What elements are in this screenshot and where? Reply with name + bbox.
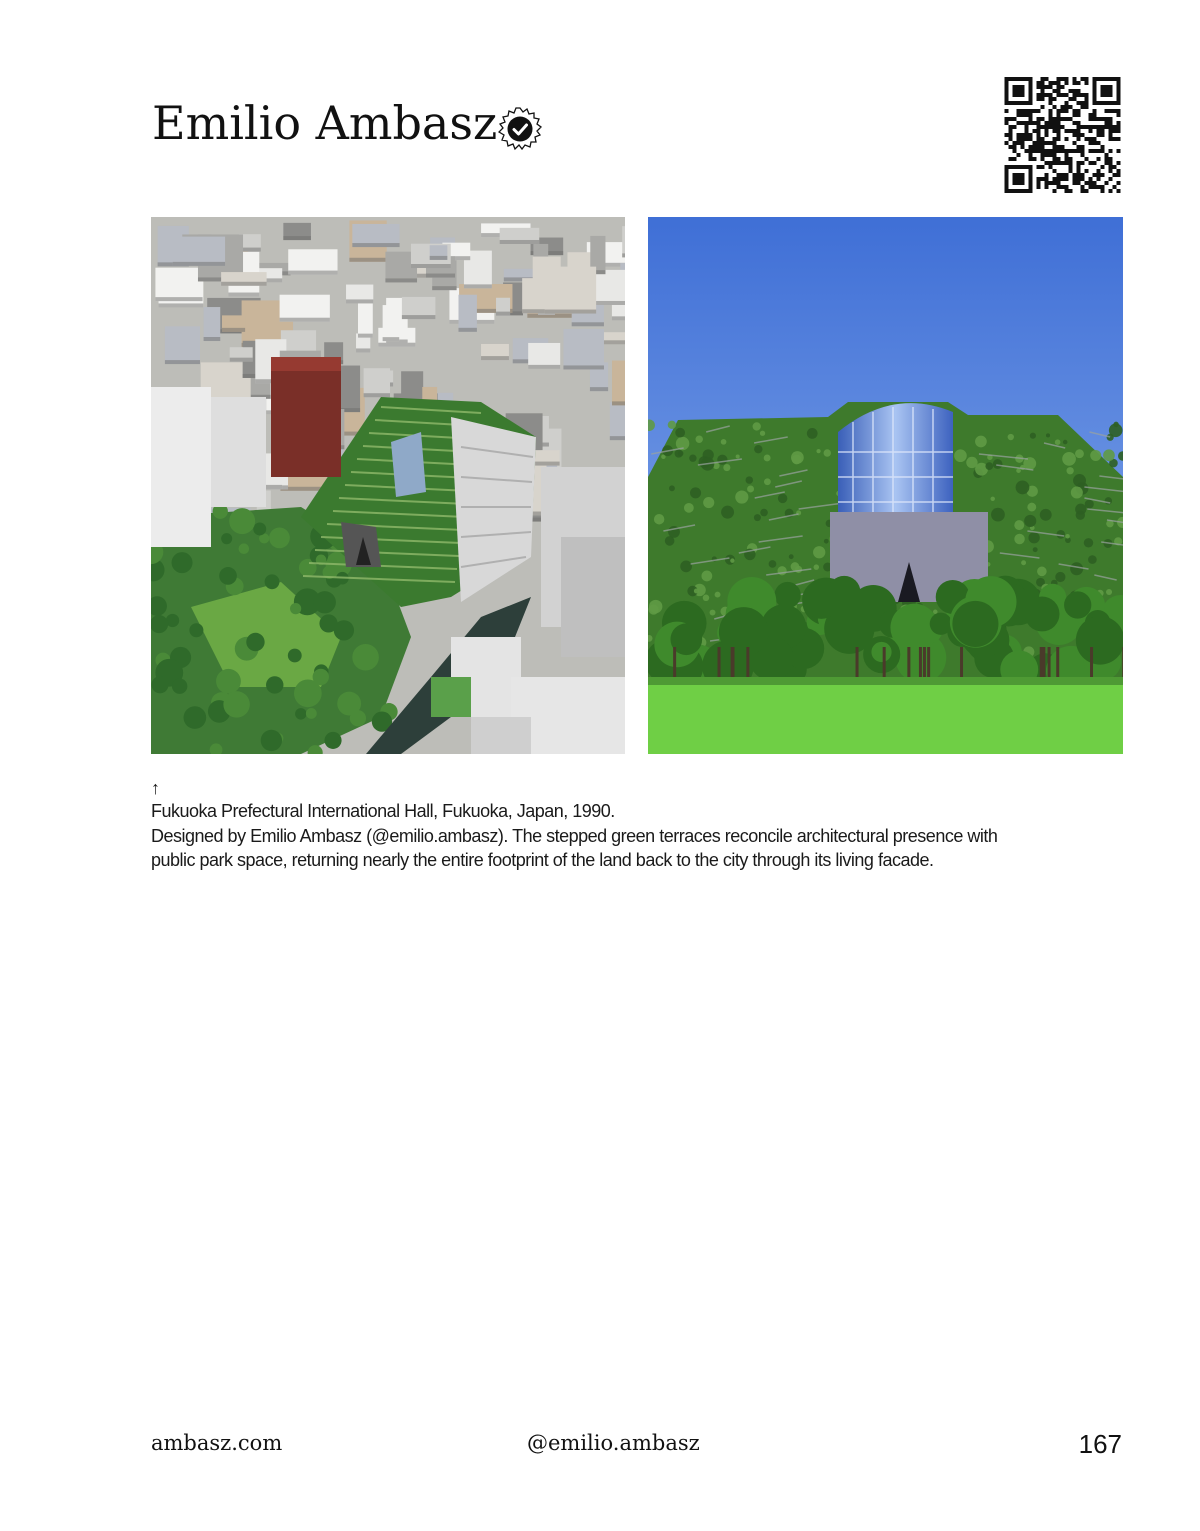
arrow-up-icon: ↑ bbox=[151, 778, 160, 798]
caption-line-1: Fukuoka Prefectural International Hall, Fukuoka, Japan, 1990. bbox=[151, 801, 615, 821]
qr-code-icon[interactable] bbox=[1003, 77, 1122, 193]
caption-line-3: public park space, returning nearly the entire footprint of the land back to the city through its living facade. bbox=[151, 850, 934, 870]
verified-badge-icon bbox=[498, 107, 542, 151]
green-terrace-facade-photo bbox=[648, 217, 1123, 754]
image-caption bbox=[151, 777, 1126, 873]
aerial-city-photo bbox=[151, 217, 625, 754]
caption-line-2: Designed by Emilio Ambasz (@emilio.ambasz). The stepped green terraces reconcile architectural presence with bbox=[151, 825, 998, 846]
footer-handle-link[interactable]: @emilio.ambasz bbox=[527, 1431, 700, 1455]
page-number: 167 bbox=[1078, 1429, 1122, 1459]
footer-website-link[interactable]: ambasz.com bbox=[151, 1431, 283, 1455]
page-title: Emilio Ambasz bbox=[152, 96, 498, 150]
